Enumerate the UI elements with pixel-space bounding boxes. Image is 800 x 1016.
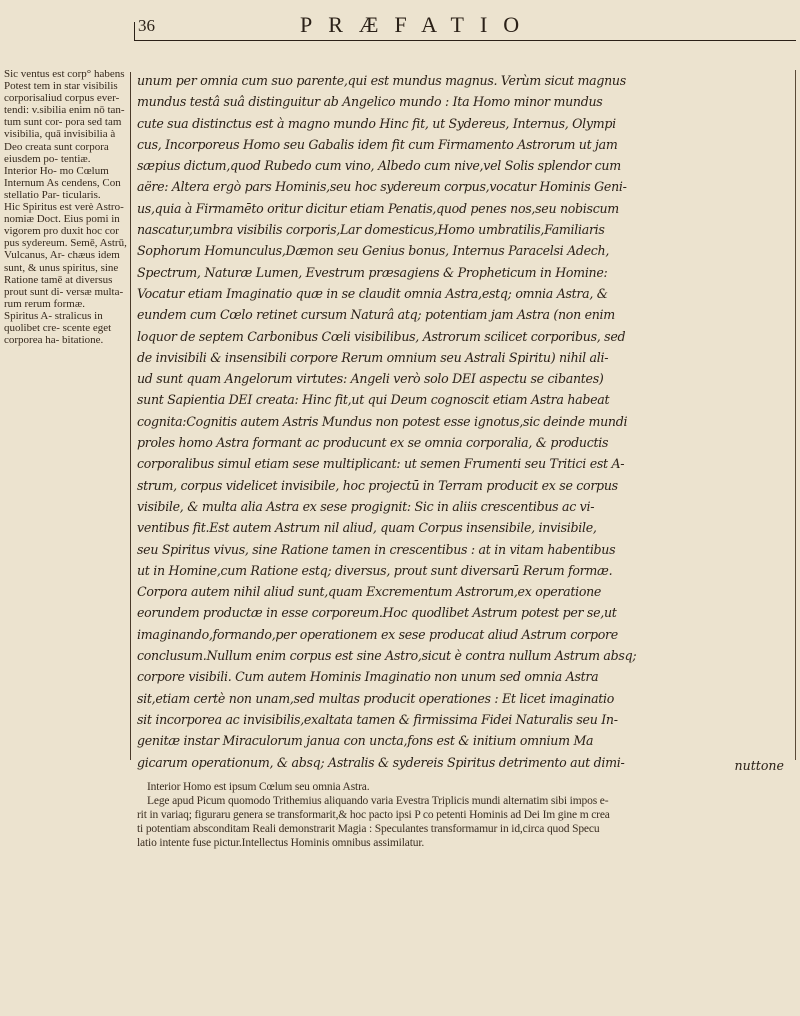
text-line: sit incorporea ac invisibilis,exaltata tamen & firmissima Fidei Naturalis seu In- [137,711,618,727]
text-line: conclusum.Nullum enim corpus est sine Astro,sicut è contra nullum Astrum absq; [137,648,637,664]
text-line: sæpius dictum,quod Rubedo cum vino, Albedo cum nive,vel Solis splendor cum [137,158,621,174]
text-line: Spectrum, Naturæ Lumen, Evestrum præsagiens & Propheticum in Homine: [137,264,608,280]
header-bracket [134,22,135,40]
text-line: seu Spiritus vivus, sine Ratione tamen in crescentibus : at in vitam habentibus [137,541,616,557]
header-rule [134,40,796,41]
text-line: eundem cum Cœlo retinet cursum Naturâ atq; potentiam jam Astra (non enim [137,307,615,323]
footnote-line: Interior Homo est ipsum Cœlum seu omnia Astra. [147,781,370,793]
text-line: de invisibili & insensibili corpore Rerum omnium seu Astrali Spiritu) nihil ali- [137,349,609,365]
text-line: Vocatur etiam Imaginatio quæ in se claudit omnia Astra,estq; omnia Astra, & [137,285,608,301]
text-line: Corpora autem nihil aliud sunt,quam Excrementum Astrorum,ex operatione [137,584,602,600]
footnotes [137,780,797,850]
text-line: visibile, & multa alia Astra ex sese progignit: Sic in aliis crescentibus ac vi- [137,498,595,514]
text-line: imaginando,formando,per operationem ex sese producat aliud Astrum corpore [137,626,618,642]
footnote-line: rit in variaq; figuraru genera se transformarit,& hoc pacto ipsi P co petenti Hominis ad Dei Im gine m crea [137,809,610,821]
text-line: ud sunt quam Angelorum virtutes: Angeli verò solo DEI aspectu se cibantes) [137,371,604,387]
text-line: sunt Sapientia DEI creata: Hinc fit,ut qui Deum cognoscit etiam Astra habeat [137,392,610,408]
text-line: unum per omnia cum suo parente,qui est mundus magnus. Verùm sicut magnus [137,73,626,88]
text-line: us,quia à Firmamēto oritur dicitur etiam Penatis,quod penes nos,seu nobiscum [137,200,619,216]
text-line: aëre: Altera ergò pars Hominis,seu hoc sydereum corpus,vocatur Hominis Geni- [137,179,627,195]
text-line: gicarum operationum, & absq; Astralis & sydereis Spiritus detrimento aut dimi- [137,754,625,770]
main-text [137,70,795,773]
text-line: nascatur,umbra visibilis corporis,Lar domesticus,Homo umbratilis,Familiaris [137,222,605,238]
running-title: PRÆFATIO [300,12,536,37]
text-line: mundus testâ suâ distinguitur ab Angelico mundo : Ita Homo minor mundus [137,94,603,110]
text-line: loquor de septem Carbonibus Cœli visibilibus, Astrorum scilicet corporibus, sed [137,328,626,344]
text-line: ut in Homine,cum Ratione estq; diversus, prout sunt diversarū Rerum formæ. [137,562,613,578]
text-line: sit,etiam certè non unam,sed multas producit operationes : Et licet imaginatio [137,690,615,706]
catchword: nuttone [734,758,784,773]
text-line: corpore visibili. Cum autem Hominis Imaginatio non unum sed omnia Astra [137,669,599,685]
page-header [0,10,800,50]
footnote-line: ti potentiam absconditam Reali demonstrarit Magia : Speculantes transformamur in id,circa quod Specu [137,823,600,835]
text-line: corporalibus simul etiam sese multiplicant: ut semen Frumenti seu Tritici est A- [137,456,625,472]
footnote-line: Lege apud Picum quomodo Trithemius aliquando varia Evestra Triplicis mundi alternatim sibi impos e- [147,795,609,807]
text-line: cus, Incorporeus Homo seu Gabalis idem fit cum Firmamento Astrorum ut jam [137,136,618,152]
footnote-line: latio intente fuse pictur.Intellectus Hominis omnibus assimilatur. [137,837,425,849]
page-number: 36 [138,16,155,35]
right-border [795,70,796,760]
text-line: genitæ instar Miraculorum janua con uncta,fons est & initium omnium Ma [137,733,594,749]
text-line: eorundem productæ in esse corporeum.Hoc quodlibet Astrum potest per se,ut [137,605,617,621]
text-line: strum, corpus videlicet invisibile, hoc projectū in Terram producit ex se corpus [137,477,618,493]
margin-note: Sic ventus est corp° habens Potest tem in star visibilis corporisaliud corpus ever- tendi: v.sibilia enim nō tan- tum sunt cor- pora sed tam visibilia, quā invisibilia à Deo creata sunt corpora eiusdem po- tentiæ. Interior Ho- mo Cœlum Internum As cendens, Con stellatio Par- ticularis. Hic Spiritus est verè Astro- nomiæ Doct. Eius pomi in vigorem pro duxit hoc cor pus sydereum. Semē, Astrū, Vulcanus, Ar- chæus idem sunt, & unus spiritus, sine Ratione tamē at diversus prout sunt di- versæ multa- rum rerum formæ. Spiritus A- stralicus in quolibet cre- scente eget corporea ha- bitatione. [4,68,127,347]
text-line: Sophorum Homunculus,Dæmon seu Genius bonus, Internus Paracelsi Adech, [137,243,610,259]
text-line: cute sua distinctus est à magno mundo Hinc fit, ut Sydereus, Internus, Olympi [137,115,616,131]
text-line: ventibus fit.Est autem Astrum nil aliud, quam Corpus insensibile, invisibile, [137,520,597,536]
gutter-rule [130,72,131,760]
text-line: proles homo Astra formant ac producunt ex se omnia corporalia, & productis [137,435,609,451]
text-line: cognita:Cognitis autem Astris Mundus non potest esse ignotus,sic deinde mundi [137,413,628,429]
